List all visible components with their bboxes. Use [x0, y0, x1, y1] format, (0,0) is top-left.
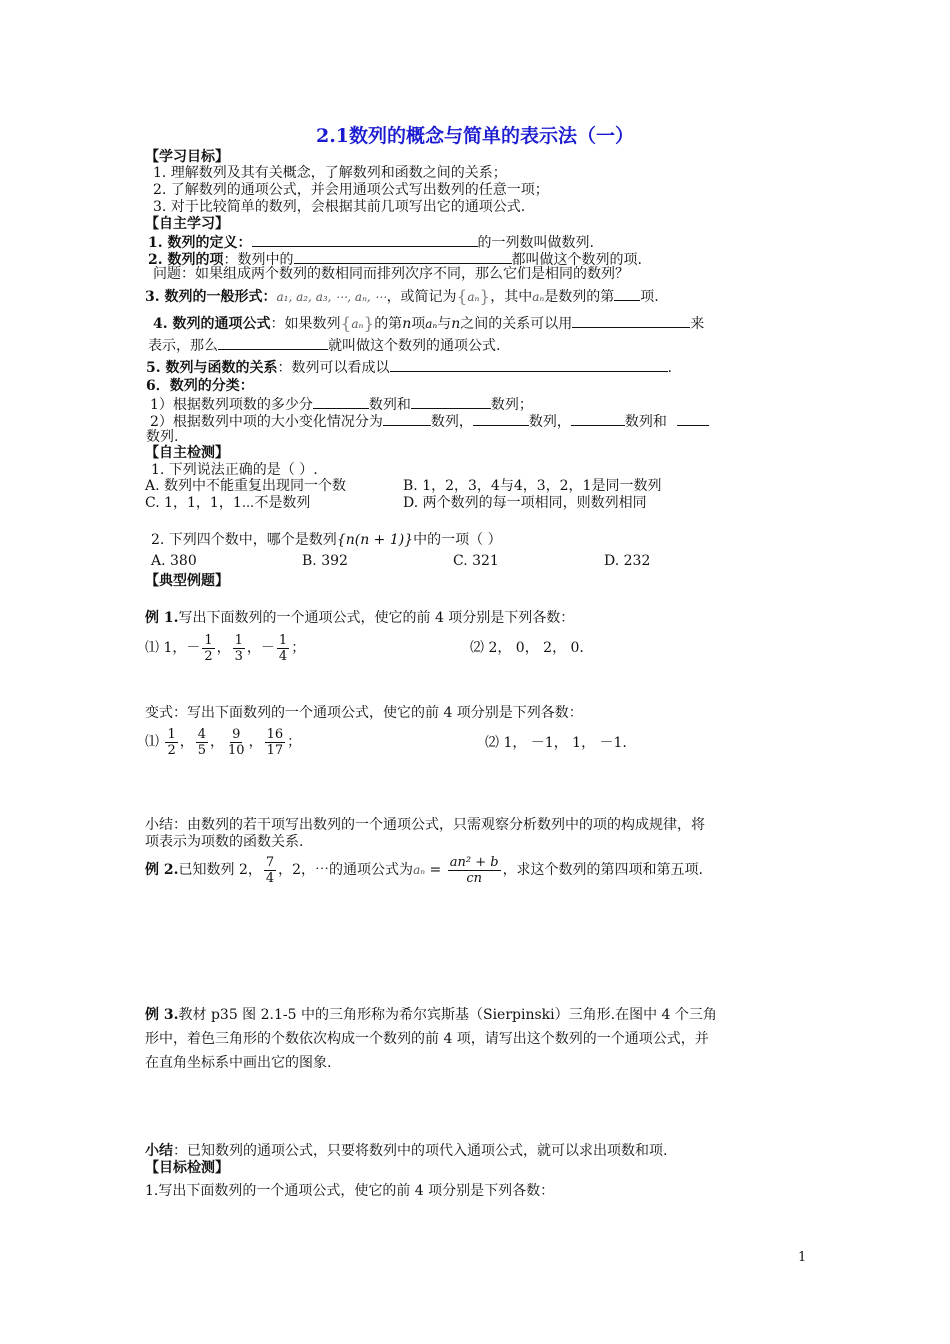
fraction: $\frac{9}{10}$: [228, 726, 245, 758]
q6-blank: [313, 394, 369, 409]
example-1: [145, 609, 574, 627]
self-study-q4-line2: [148, 335, 500, 355]
self-test-q2-option-d: D. 232: [604, 553, 651, 569]
q2-set: {n(n + 1)}: [336, 532, 414, 548]
q5-label: 5. 数列与函数的关系: [146, 360, 278, 376]
self-study-q4: [153, 313, 704, 333]
q3-mid2: ，其中: [490, 289, 533, 305]
fraction: $\frac{1}{2}$: [167, 726, 176, 758]
q6-2b: 数列，: [430, 414, 473, 430]
summary2-text: ：已知数列的通项公式，只要将数列中的项代入通项公式，就可以求出项数和项.: [173, 1143, 668, 1159]
right-brace-icon: }: [479, 287, 491, 307]
summary-1: 小结：由数列的若干项写出数列的一个通项公式，只需观察分析数列中的项的构成规律，将: [145, 817, 705, 833]
ex2-c: ，求这个数列的第四项和第五项.: [502, 862, 704, 878]
q6-blank: [677, 411, 709, 426]
self-test-q1-option-a: A. 数列中不能重复出现同一个数: [145, 478, 347, 494]
example-3: [145, 1006, 717, 1024]
q6-1c: 数列；: [490, 397, 533, 413]
fraction: $\frac{1}{4}$: [278, 632, 288, 664]
q5-text: ：数列可以看成以: [277, 360, 390, 376]
summary-2: [145, 1142, 667, 1160]
q5-blank: [390, 357, 668, 372]
q1-label: 1. 数列的定义：: [148, 235, 252, 251]
ex1-label: 例 1.: [145, 610, 179, 626]
self-test-q1: 1. 下列说法正确的是（ ）.: [151, 462, 318, 478]
q6-blank: [571, 411, 625, 426]
q4-set: aₙ: [351, 317, 364, 331]
ex2-an: aₙ: [413, 863, 426, 877]
ex3-line1: 教材 p35 图 2.1-5 中的三角形称为希尔宾斯基（Sierpinski）三角形.在图中 4 个三角: [178, 1007, 717, 1023]
example-1-part1: ⑴ 1，－ $\frac{1}{2}$ ， $\frac{1}{3}$ ，－ $\frac{1}{4}$ ；: [145, 632, 306, 664]
q4-line2a: 表示，那么: [148, 338, 218, 354]
ex2-b: ，2，⋯的通项公式为: [278, 862, 414, 878]
fraction: $\frac{4}{5}$: [197, 726, 207, 758]
summary-1b: 项表示为项数的函数关系.: [145, 834, 304, 850]
q4-n2: n: [451, 316, 461, 332]
target-test-header: 【目标检测】: [145, 1160, 229, 1176]
self-study-q3: [145, 286, 659, 306]
q4-an: aₙ: [425, 317, 438, 331]
left-brace-icon: {: [456, 287, 468, 307]
ex1-p1: ⑴ 1，: [145, 640, 187, 656]
q3-sequence: a₁, a₂, a₃, ⋯, aₙ, ⋯: [276, 290, 387, 304]
goals-header: 【学习目标】: [145, 149, 229, 165]
variant-part2: ⑵ 1， －1， 1， －1.: [485, 735, 627, 751]
example-3-line3: 在直角坐标系中画出它的图象.: [145, 1055, 332, 1071]
self-test-q2-option-a: A. 380: [151, 553, 197, 569]
q6-2a: 2）根据数列中项的大小变化情况分为: [150, 414, 383, 430]
goal-item: 3. 对于比较简单的数列，会根据其前几项写出它的通项公式.: [153, 199, 526, 215]
q1-blank: [252, 232, 478, 247]
q6-blank: [383, 411, 431, 426]
q6-blank: [473, 411, 529, 426]
summary2-label: 小结: [145, 1143, 173, 1159]
self-test-q2: [151, 531, 502, 549]
q4-b: 的第: [374, 316, 403, 332]
examples-header: 【典型例题】: [145, 573, 229, 589]
self-test-q2-option-b: B. 392: [302, 553, 348, 569]
goal-item: 1. 理解数列及其有关概念，了解数列和函数之间的关系；: [153, 165, 507, 181]
goal-item: 2. 了解数列的通项公式，并会用通项公式写出数列的任意一项；: [153, 182, 549, 198]
q2-mid: ：数列中的: [223, 252, 294, 268]
fraction: $\frac{7}{4}$: [265, 854, 275, 886]
q4-label: 4. 数列的通项公式: [153, 316, 271, 332]
q4-d: 与: [437, 316, 452, 332]
self-study-q6-label: 6．数列的分类：: [146, 378, 254, 394]
q4-blank2: [218, 335, 328, 350]
q3-set: aₙ: [467, 290, 480, 304]
self-study-question: 问题：如果组成两个数列的数相同而排列次序不同，那么它们是相同的数列？: [153, 266, 629, 282]
self-study-q6-2-tail: 数列.: [146, 429, 179, 445]
q3-mid: ，或简记为: [386, 289, 457, 305]
ex3-label: 例 3.: [145, 1007, 179, 1023]
q3-blank: [614, 286, 640, 301]
example-1-part2: ⑵ 2， 0， 2， 0.: [470, 640, 584, 656]
q4-e: 之间的关系可以用: [460, 316, 573, 332]
example-3-line2: 形中，着色三角形的个数依次构成一个数列的前 4 项，请写出这个数列的一个通项公式，并: [145, 1031, 709, 1047]
q5-tail: .: [667, 360, 672, 376]
self-test-q1-option-b: B. 1，2，3，4与4，3，2，1是同一数列: [403, 478, 662, 494]
q2-label: 2. 数列的项: [148, 252, 224, 268]
fraction: $\frac{1}{3}$: [234, 632, 243, 664]
self-test-q2-option-c: C. 321: [453, 553, 499, 569]
q4-c: 项: [411, 316, 426, 332]
self-study-q6-2: [150, 411, 709, 431]
ex2-label: 例 2.: [145, 862, 179, 878]
self-test-q1-option-d: D. 两个数列的每一项相同，则数列相同: [403, 495, 647, 511]
self-study-q5: [146, 357, 672, 377]
q3-an: aₙ: [532, 290, 545, 304]
target-test-q1: 1.写出下面数列的一个通项公式，使它的前 4 项分别是下列各数：: [145, 1183, 555, 1199]
formula-fraction: $\frac{\text{an² + b}}{cn}$: [449, 854, 499, 886]
example-2: 例 2.已知数列 2， $\frac{7}{4}$ ，2，⋯的通项公式为aₙ = $\frac{\text{an² + b}}{cn}$ ，求这个数列的第四项和第五项.: [145, 854, 704, 886]
self-test-q1-option-c: C. 1，1，1，1⋯不是数列: [145, 495, 311, 511]
q6-1b: 数列和: [368, 397, 411, 413]
self-test-header: 【自主检测】: [145, 445, 229, 461]
right-brace-icon: }: [363, 314, 375, 334]
q4-n: n: [402, 316, 412, 332]
q2-blank: [294, 249, 512, 264]
q6-2d: 数列和: [624, 414, 667, 430]
self-study-header: 【自主学习】: [145, 216, 229, 232]
q6-2c: 数列，: [528, 414, 571, 430]
fraction: $\frac{16}{17}$: [266, 726, 284, 758]
q3-label: 3. 数列的一般形式：: [145, 289, 277, 305]
q4-blank1: [572, 313, 690, 328]
q3-tail1: 是数列的第: [544, 289, 615, 305]
left-brace-icon: {: [340, 314, 352, 334]
q6-1a: 1）根据数列项数的多少分: [150, 397, 313, 413]
variant-part1: ⑴ $\frac{1}{2}$ ， $\frac{4}{5}$ ， $\frac{9}{10}$ ， $\frac{16}{17}$ ；: [145, 726, 302, 758]
variant-text: 变式：写出下面数列的一个通项公式，使它的前 4 项分别是下列各数：: [145, 705, 583, 721]
q4-line2b: 就叫做这个数列的通项公式.: [328, 338, 501, 354]
var-p1: ⑴: [145, 734, 159, 750]
q2-b: 中的一项（ ）: [413, 532, 502, 548]
fraction: $\frac{1}{2}$: [204, 632, 213, 664]
ex1-text: 写出下面数列的一个通项公式，使它的前 4 项分别是下列各数：: [178, 610, 575, 626]
q3-tail2: 项.: [640, 289, 659, 305]
q1-tail: 的一列数叫做数列.: [477, 235, 594, 251]
ex2-a: 已知数列 2，: [178, 862, 262, 878]
q4-f: 来: [690, 316, 705, 332]
q2-tail: 都叫做这个数列的项.: [511, 252, 642, 268]
q2-a: 2. 下列四个数中，哪个是数列: [151, 532, 337, 548]
page-title: 2.1数列的概念与简单的表示法（一）: [315, 125, 635, 147]
page-number: 1: [798, 1250, 807, 1265]
q4-a: ：如果数列: [270, 316, 341, 332]
q6-blank: [411, 394, 491, 409]
